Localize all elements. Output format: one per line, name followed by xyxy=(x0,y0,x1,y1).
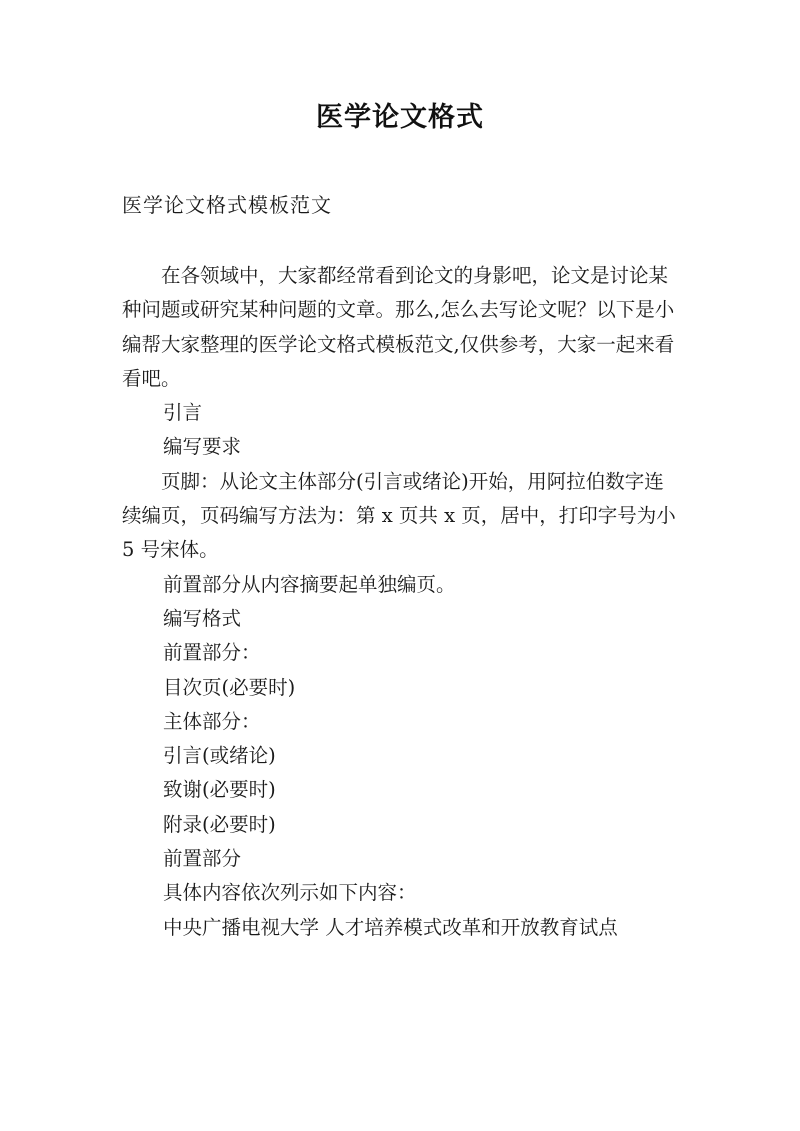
footer-paragraph: 页脚：从论文主体部分(引言或绪论)开始，用阿拉伯数字连续编页，页码编写方法为：第 x 页共 x 页，居中，打印字号为小 5 号宋体。 xyxy=(122,469,676,562)
acknowledgements-line: 致谢(必要时) xyxy=(163,778,276,802)
intro-paragraph: 在各领域中，大家都经常看到论文的身影吧，论文是讨论某种问题或研究某种问题的文章。那么,怎么去写论文呢？以下是小编帮大家整理的医学论文格式模板范文,仅供参考，大家一起来看看吧。 xyxy=(122,264,675,390)
front-matter-paging-line: 前置部分从内容摘要起单独编页。 xyxy=(163,572,456,596)
section-writing-format: 编写格式 xyxy=(163,606,242,630)
main-body-line: 主体部分： xyxy=(163,709,261,733)
specific-content-line: 具体内容依次列示如下内容： xyxy=(163,881,417,905)
document-title: 医学论文格式 xyxy=(316,102,484,133)
front-matter-line: 前置部分： xyxy=(163,641,261,665)
section-introduction: 引言 xyxy=(163,401,203,425)
document-body xyxy=(122,259,682,945)
appendix-line: 附录(必要时) xyxy=(163,812,276,836)
ouc-line: 中央广播电视大学 人才培养模式改革和开放教育试点 xyxy=(163,915,618,939)
document-subtitle: 医学论文格式模板范文 xyxy=(122,193,332,217)
section-writing-requirements: 编写要求 xyxy=(163,435,242,459)
intro-or-preface-line: 引言(或绪论) xyxy=(163,744,276,768)
front-matter-line-2: 前置部分 xyxy=(163,847,242,871)
toc-line: 目次页(必要时) xyxy=(163,675,296,699)
